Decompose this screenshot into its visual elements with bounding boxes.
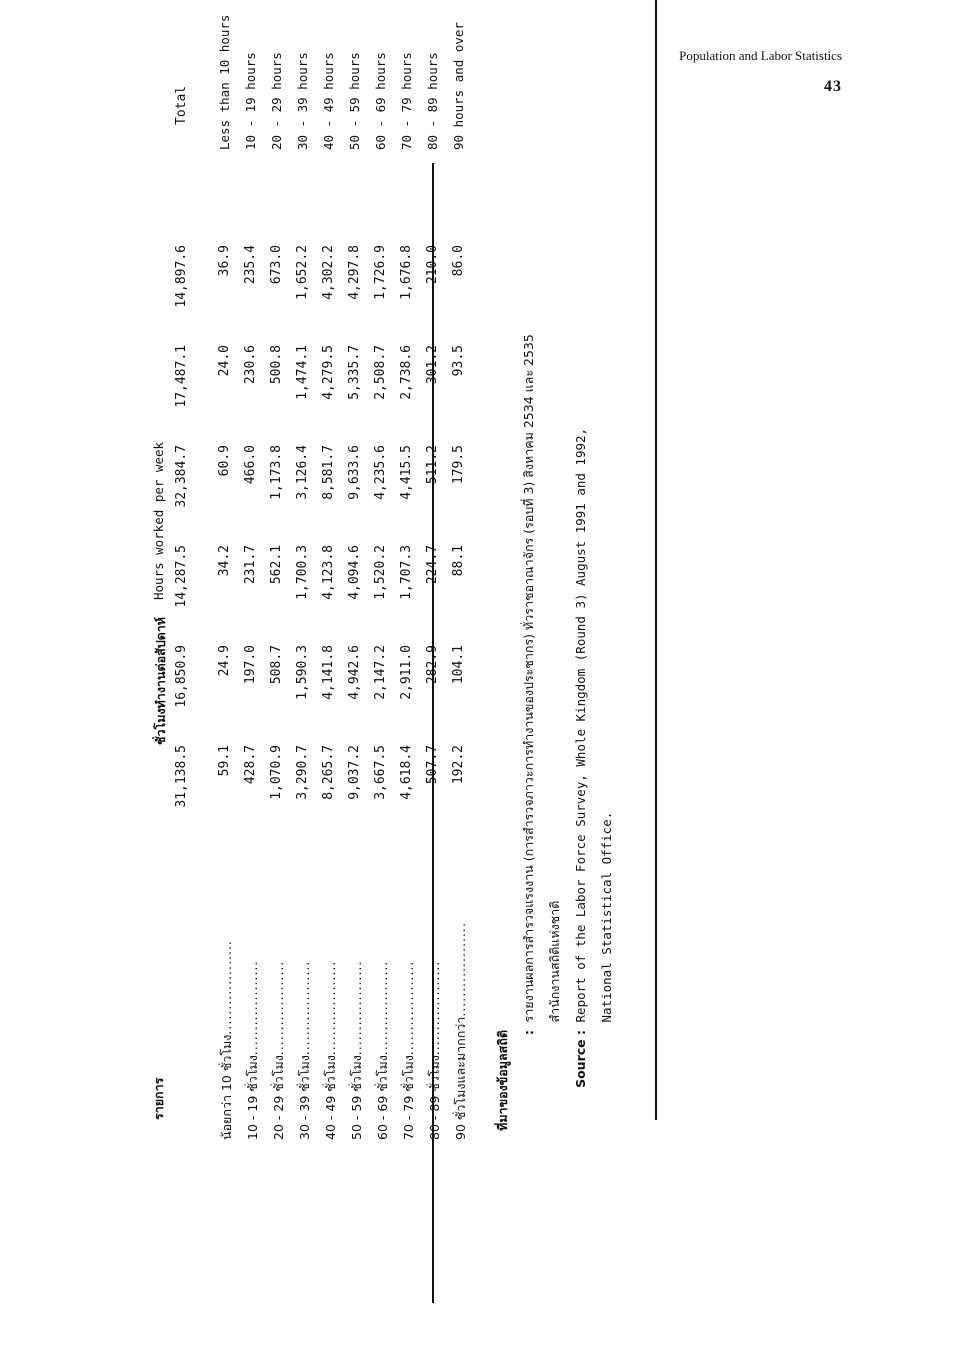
row-label-eng: 50 - 59 hours [347,52,362,150]
table-cell: 1,726.9 [373,245,388,300]
table-cell: 1,707.3 [399,545,414,600]
row-label-thai: 40 - 49 ชั่วโมง................... [323,960,338,1140]
table-cell: 60.9 [217,445,232,477]
table-cell: 4,279.5 [321,345,336,400]
table-cell: 4,302.2 [321,245,336,300]
group-header-thai: ชั่วโมงทำงานต่อสัปดาห์ [153,616,168,745]
row-label-eng: 20 - 29 hours [269,52,284,150]
top-rule [432,163,434,1303]
table-cell: 4,297.8 [347,245,362,300]
note-thai-text: รายงานผลการสำรวจแรงงาน (การสำรวจภาวะการทำงานของประชากร) ทั่วราชอาณาจักร (รอบที่ 3) สิงหาคม 2534 และ 2535 [521,334,536,1023]
table-cell: 59.1 [217,745,232,777]
running-title: Population and Labor Statistics [679,48,842,63]
table-cell: 36.9 [217,245,232,277]
table-cell: 1,173.8 [269,445,284,500]
notes-block [490,334,620,1140]
table-cell: 511.2 [425,445,440,485]
row-label-eng: 30 - 39 hours [295,52,310,150]
table-cell: 2,508.7 [373,345,388,400]
row-label-eng: Less than 10 hours [217,14,232,150]
table-cell: 5,335.7 [347,345,362,400]
column-total-5: 17,487.1 [174,345,189,408]
row-label-thai: 60 - 69 ชั่วโมง................... [375,960,390,1140]
table-cell: 2,911.0 [399,645,414,700]
rotated-table-block [145,0,665,1140]
table-cell: 93.5 [451,345,466,377]
row-label-eng: 70 - 79 hours [399,52,414,150]
table-row [373,0,399,1140]
table-cell: 2,738.6 [399,345,414,400]
table-cell: 235.4 [243,245,258,285]
table-row [217,0,243,1140]
row-label-thai: 30 - 39 ชั่วโมง................... [297,960,312,1140]
column-total-4: 32,384.7 [174,445,189,508]
table-cell: 224.7 [425,545,440,585]
table-row [321,0,347,1140]
table-cell: 3,290.7 [295,745,310,800]
table-cell: 34.2 [217,545,232,577]
table-cell: 1,474.1 [295,345,310,400]
table-cell: 4,415.5 [399,445,414,500]
table-cell: 86.0 [451,245,466,277]
note-thai-agency: สำนักงานสถิติแห่งชาติ [547,900,562,1023]
table-cell: 1,520.2 [373,545,388,600]
row-label-thai: 20 - 29 ชั่วโมง................... [271,960,286,1140]
table-cell: 1,676.8 [399,245,414,300]
column-total-2: 16,850.9 [174,645,189,708]
row-label-thai: 80 - 89 ชั่วโมง................... [427,960,442,1140]
table-cell: 4,235.6 [373,445,388,500]
table-cell: 1,652.2 [295,245,310,300]
table-cell: 282.9 [425,645,440,685]
table-cell: 210.0 [425,245,440,285]
table-cell: 24.0 [217,345,232,377]
table-cell: 508.7 [269,645,284,685]
source-text: Report of the Labor Force Survey, Whole Kingdom (Round 3) August 1991 and 1992, [573,427,588,1023]
row-label-eng: 10 - 19 hours [243,52,258,150]
table-cell: 179.5 [451,445,466,485]
note-thai-line1 [490,334,542,1140]
table-cell: 9,037.2 [347,745,362,800]
group-header-eng: Hours worked per week [151,441,166,600]
table-cell: 9,633.6 [347,445,362,500]
row-label-thai: 10 - 19 ชั่วโมง................... [245,960,260,1140]
table-row [425,0,451,1140]
table-cell: 301.2 [425,345,440,385]
column-total-3: 14,287.5 [174,545,189,608]
table-row [347,0,373,1140]
row-label-eng: 90 hours and over [451,22,466,150]
table-cell: 1,070.9 [269,745,284,800]
table-row [295,0,321,1140]
table-cell: 192.2 [451,745,466,785]
table-row [451,0,477,1140]
table-row [399,0,425,1140]
table-cell: 3,126.4 [295,445,310,500]
note-thai-label: ที่มาของข้อมูลสถิติ : [495,1030,536,1131]
row-label-thai: น้อยกว่า 10 ชั่วโมง................... [219,940,234,1140]
table-cell: 4,942.6 [347,645,362,700]
table-cell: 8,265.7 [321,745,336,800]
table-cell: 507.7 [425,745,440,785]
note-source-line1 [568,334,594,1140]
table-cell: 4,123.8 [321,545,336,600]
column-total-6: 14,897.6 [174,245,189,308]
table-cell: 231.7 [243,545,258,585]
row-label-eng: 40 - 49 hours [321,52,336,150]
column-total-1: 31,138.5 [174,745,189,808]
table-cell: 2,147.2 [373,645,388,700]
table-cell: 104.1 [451,645,466,685]
table-cell: 8,581.7 [321,445,336,500]
note-thai-line2 [542,334,568,1140]
page-number: 43 [824,78,842,95]
note-source-line2 [594,334,620,1140]
right-column-header: Total [174,85,189,125]
table-cell: 466.0 [243,445,258,485]
stub-header: รายการ [151,1077,166,1120]
source-agency: National Statistical Office. [599,811,614,1023]
row-label-thai: 70 - 79 ชั่วโมง................... [401,960,416,1140]
table-cell: 230.6 [243,345,258,385]
bottom-rule [655,0,657,1120]
table-cell: 4,094.6 [347,545,362,600]
table-row [269,0,295,1140]
table-cell: 562.1 [269,545,284,585]
table-cell: 428.7 [243,745,258,785]
row-label-thai: 90 ชั่วโมงและมากกว่า................... [453,922,468,1140]
row-label-eng: 60 - 69 hours [373,52,388,150]
row-label-thai: 50 - 59 ชั่วโมง................... [349,960,364,1140]
table-cell: 500.8 [269,345,284,385]
table-cell: 197.0 [243,645,258,685]
table-cell: 673.0 [269,245,284,285]
table-cell: 24.9 [217,645,232,677]
table-cell: 4,141.8 [321,645,336,700]
source-label: Source : [573,1030,588,1088]
table-cell: 3,667.5 [373,745,388,800]
table-cell: 1,700.3 [295,545,310,600]
table-row [243,0,269,1140]
table-cell: 4,618.4 [399,745,414,800]
table-cell: 1,590.3 [295,645,310,700]
table-cell: 88.1 [451,545,466,577]
row-label-eng: 80 - 89 hours [425,52,440,150]
